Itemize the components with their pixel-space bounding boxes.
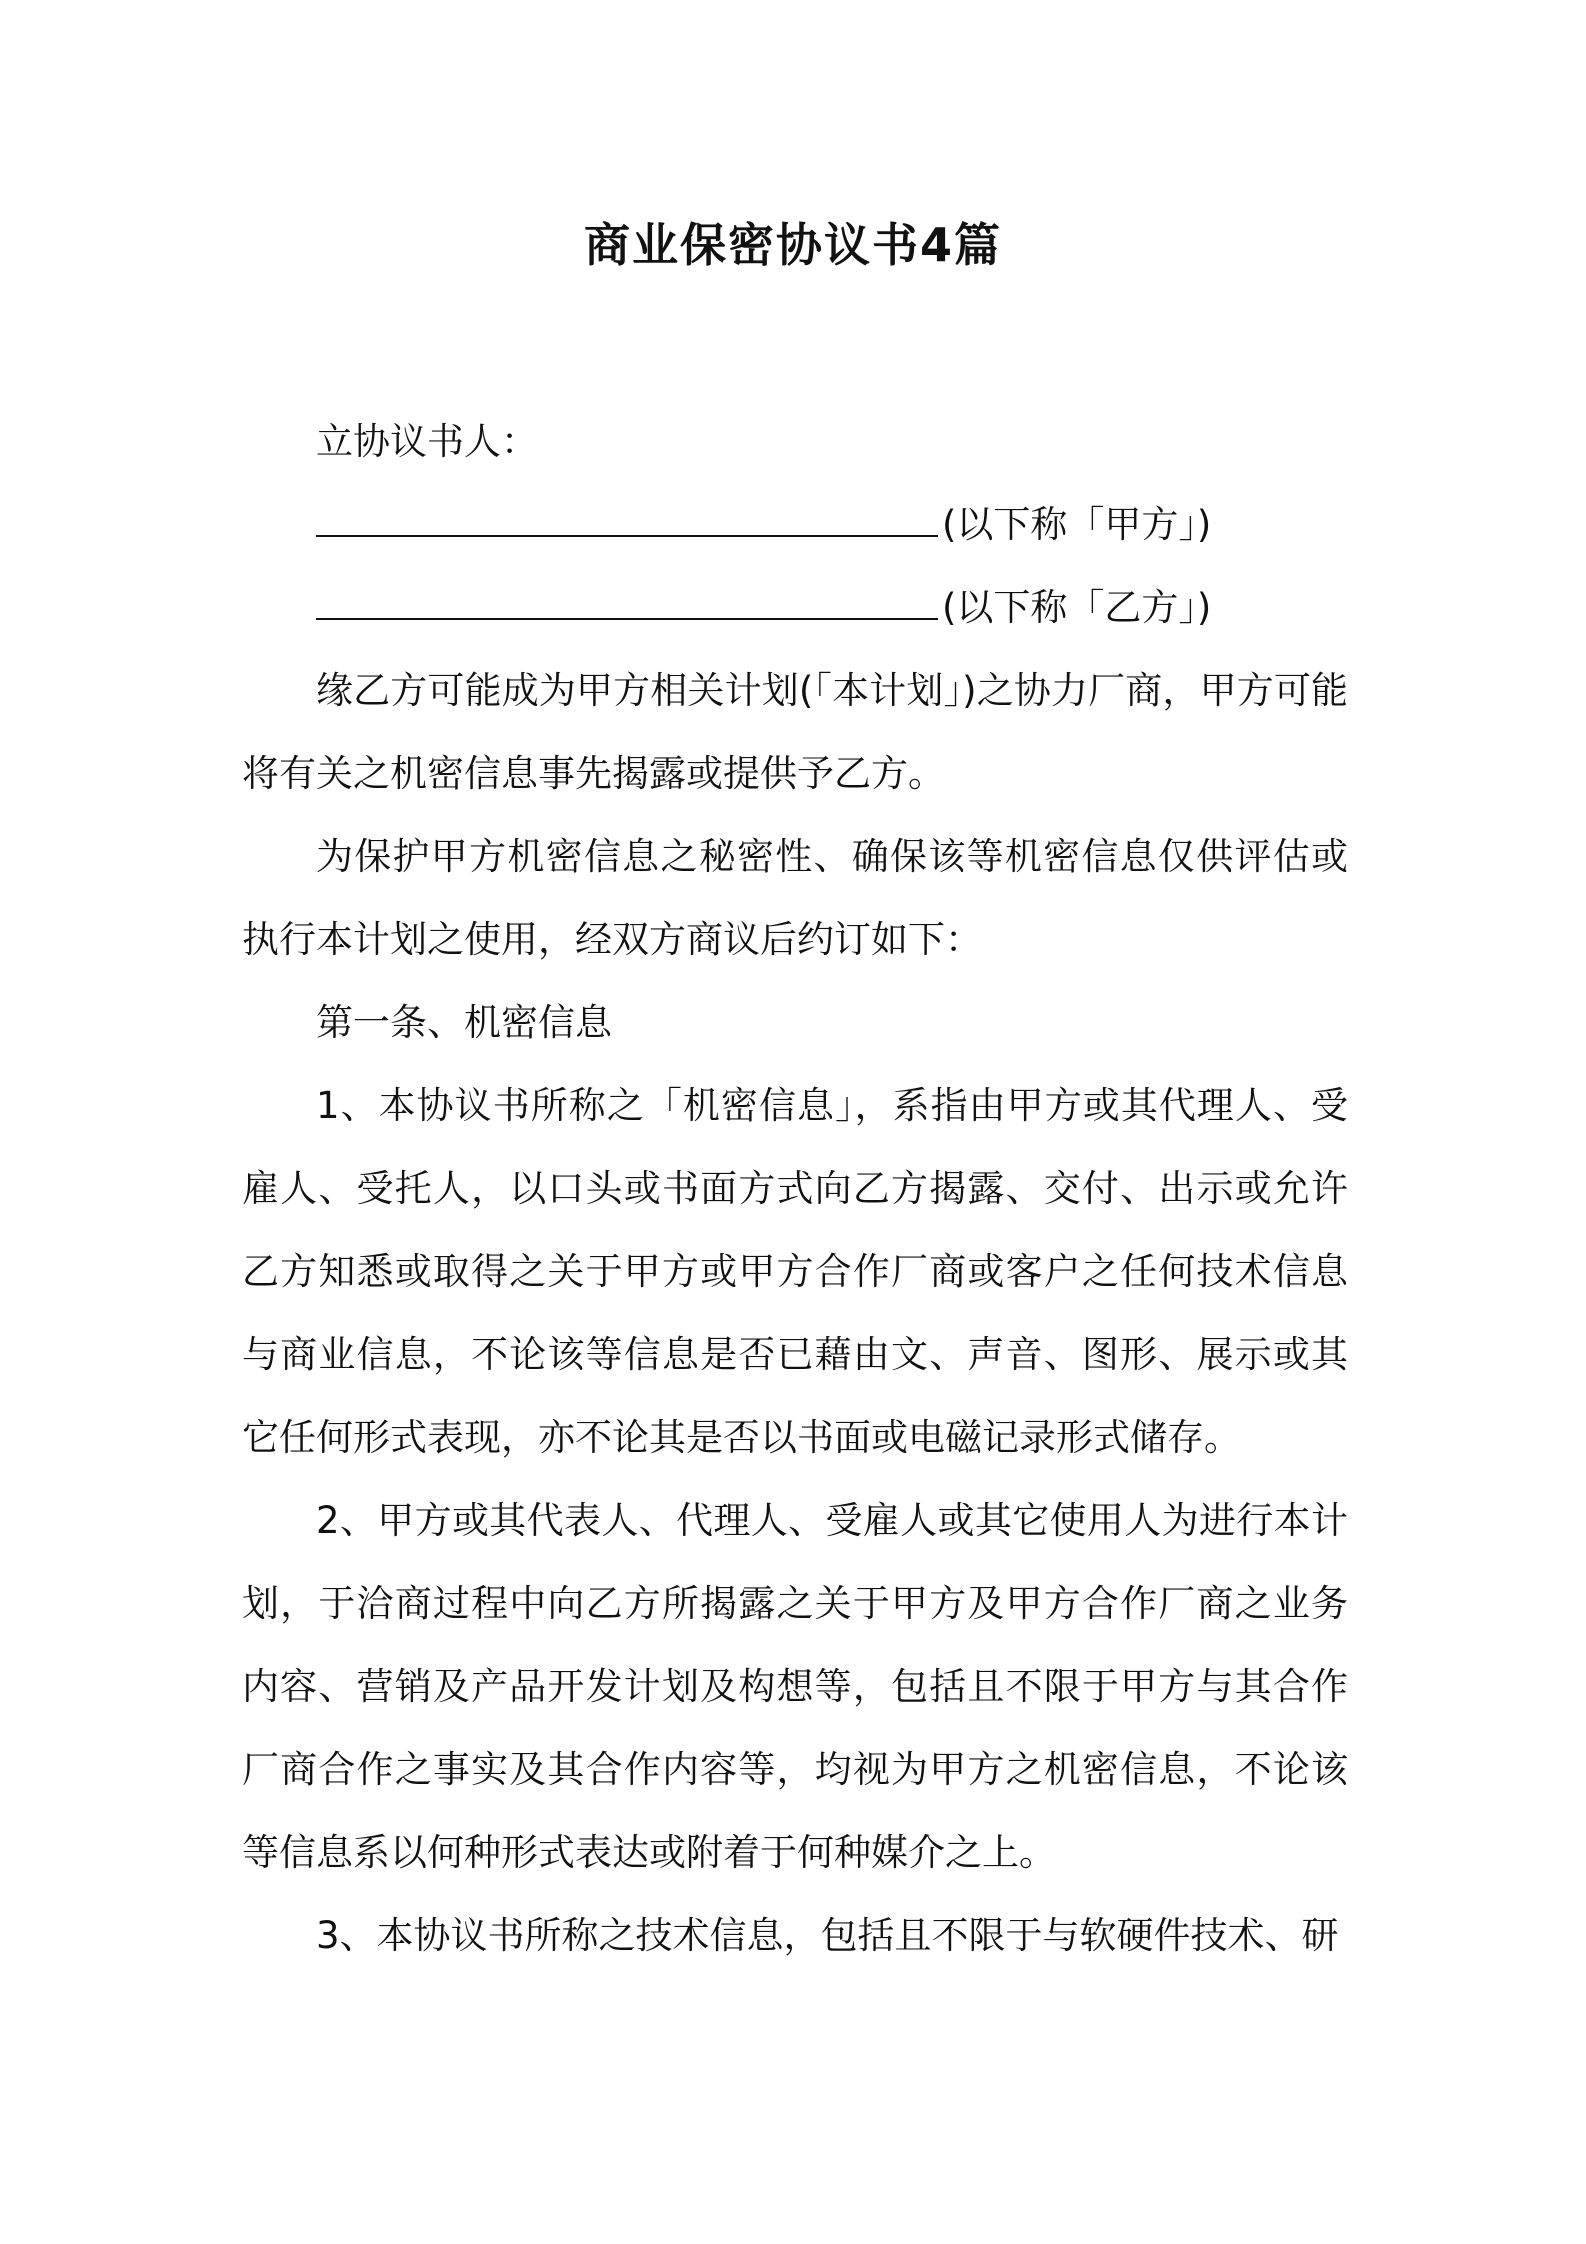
paragraph: 缘乙方可能成为甲方相关计划(「本计划」)之协力厂商，甲方可能将有关之机密信息事先揭露或提供予乙方。: [242, 669, 1348, 795]
document-title: 商业保密协议书4篇: [583, 218, 1002, 272]
clause: 1、本协议书所称之「机密信息」，系指由甲方或其代理人、受雇人、受托人，以口头或书面方式向乙方揭露、交付、出示或允许乙方知悉或取得之关于甲方或甲方合作厂商或客户之任何技术信息与商业信息，不论该等信息是否已藉由文、声音、图形、展示或其它任何形式表现，亦不论其是否以书面或电磁记录形式储存。: [242, 1084, 1348, 1459]
party-b-blank: [316, 588, 938, 620]
paragraph: 为保护甲方机密信息之秘密性、确保该等机密信息仅供评估或执行本计划之使用，经双方商议后约订如下：: [242, 835, 1348, 961]
party-a-suffix: (以下称「甲方」): [942, 503, 1212, 546]
party-a-line: [242, 483, 1348, 566]
party-b-suffix: (以下称「乙方」): [942, 586, 1212, 629]
clause: 3、本协议书所称之技术信息，包括且不限于与软硬件技术、研: [316, 1914, 1339, 1957]
signatory-label: 立协议书人：: [316, 420, 538, 463]
clause: 2、甲方或其代表人、代理人、受雇人或其它使用人为进行本计划，于洽商过程中向乙方所揭露之关于甲方及甲方合作厂商之业务内容、营销及产品开发计划及构想等，包括且不限于甲方与其合作厂商合作之事实及其合作内容等，均视为甲方之机密信息，不论该等信息系以何种形式表达或附着于何种媒介之上。: [242, 1499, 1348, 1874]
party-a-blank: [316, 505, 938, 537]
party-b-line: [242, 566, 1348, 649]
document-body: [242, 400, 1348, 1977]
article-heading: 第一条、机密信息: [316, 1001, 612, 1044]
